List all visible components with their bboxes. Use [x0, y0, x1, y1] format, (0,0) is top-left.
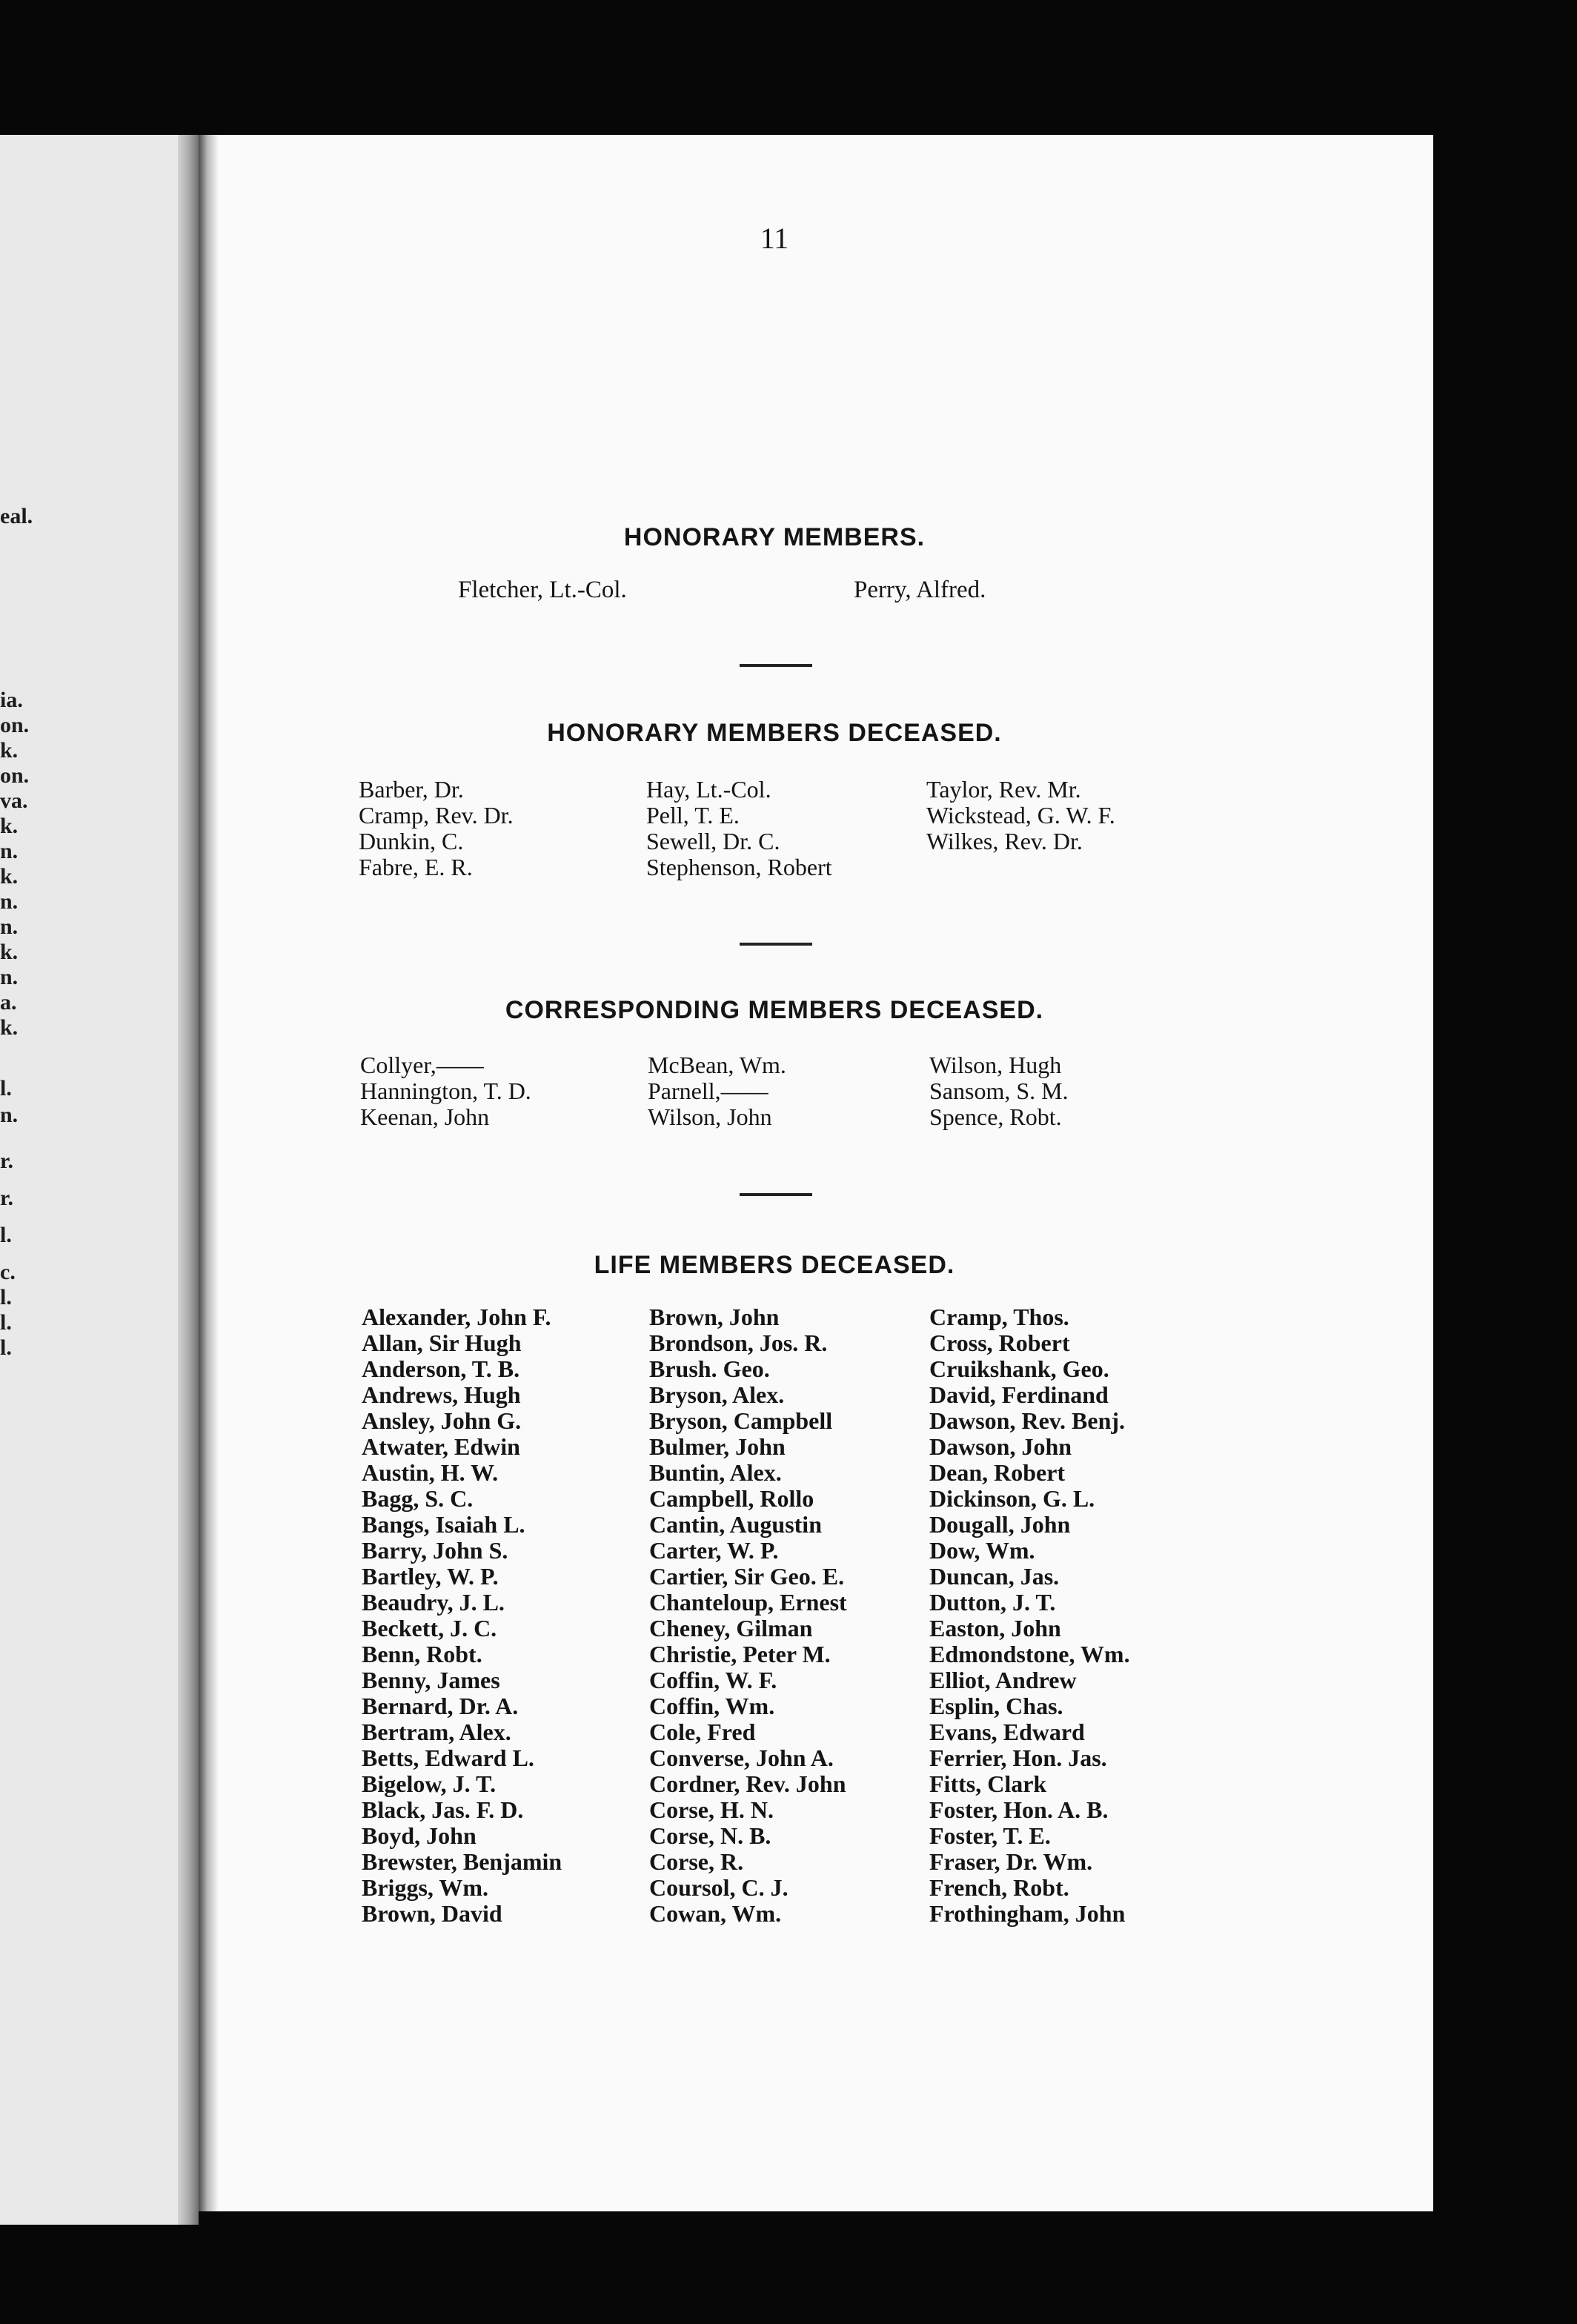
margin-fragment: k.: [0, 738, 19, 763]
member-name: Austin, H. W.: [362, 1459, 499, 1486]
member-name: Betts, Edward L.: [362, 1744, 534, 1771]
member-name: Cheney, Gilman: [649, 1615, 813, 1641]
page-number: 11: [760, 222, 789, 255]
member-name: Brondson, Jos. R.: [649, 1329, 828, 1356]
previous-page-edge: [0, 135, 199, 2225]
member-name: Fitts, Clark: [929, 1770, 1047, 1797]
member-name: Andrews, Hugh: [362, 1381, 521, 1408]
member-name: Keenan, John: [360, 1103, 490, 1130]
member-name: Boyd, John: [362, 1822, 477, 1849]
member-name: Cruikshank, Geo.: [929, 1355, 1109, 1382]
member-name: Hay, Lt.-Col.: [646, 776, 771, 803]
honorary-deceased-column-3: [926, 777, 1115, 854]
margin-fragment: n.: [0, 889, 19, 914]
member-name: Ferrier, Hon. Jas.: [929, 1744, 1107, 1771]
member-name: Cantin, Augustin: [649, 1511, 822, 1538]
member-name: Cole, Fred: [649, 1719, 756, 1745]
member-name: Evans, Edward: [929, 1719, 1085, 1745]
member-name: Ansley, John G.: [362, 1407, 522, 1434]
margin-fragment: c.: [0, 1260, 16, 1284]
member-name: Corse, H. N.: [649, 1796, 774, 1823]
margin-fragment: k.: [0, 814, 19, 838]
life-deceased-column-2: [649, 1304, 847, 1927]
member-name: Carter, W. P.: [649, 1537, 779, 1564]
member-name: David, Ferdinand: [929, 1381, 1109, 1408]
margin-fragment: r.: [0, 1149, 14, 1173]
member-name: Beckett, J. C.: [362, 1615, 497, 1641]
member-name: Taylor, Rev. Mr.: [926, 776, 1081, 803]
margin-fragment: on.: [0, 763, 30, 788]
member-name: Sewell, Dr. C.: [646, 828, 780, 854]
member-name: Wilson, John: [648, 1103, 772, 1130]
member-name: McBean, Wm.: [648, 1052, 786, 1078]
member-name: Dawson, John: [929, 1433, 1072, 1460]
member-name: Bartley, W. P.: [362, 1563, 499, 1590]
margin-fragment: k.: [0, 940, 19, 964]
member-name: Barber, Dr.: [359, 776, 464, 803]
member-name: Wilkes, Rev. Dr.: [926, 828, 1083, 854]
member-name: Brown, John: [649, 1304, 780, 1330]
member-name: Bangs, Isaiah L.: [362, 1511, 525, 1538]
member-name: Parnell,——: [648, 1078, 768, 1104]
member-name: Corse, N. B.: [649, 1822, 771, 1849]
member-name: Allan, Sir Hugh: [362, 1329, 522, 1356]
corresponding-deceased-heading: CORRESPONDING MEMBERS DECEASED.: [505, 996, 1044, 1024]
member-name: Brewster, Benjamin: [362, 1848, 562, 1875]
member-name: Cowan, Wm.: [649, 1900, 782, 1927]
member-name: Briggs, Wm.: [362, 1874, 488, 1901]
member-name: Foster, Hon. A. B.: [929, 1796, 1109, 1823]
honorary-deceased-heading: HONORARY MEMBERS DECEASED.: [547, 719, 1002, 747]
section-divider: [740, 664, 812, 667]
member-name: Coursol, C. J.: [649, 1874, 788, 1901]
member-name: Bigelow, J. T.: [362, 1770, 497, 1797]
member-name: Bertram, Alex.: [362, 1719, 511, 1745]
member-name: Brown, David: [362, 1900, 502, 1927]
member-name: Bryson, Alex.: [649, 1381, 785, 1408]
margin-fragment: l.: [0, 1310, 12, 1335]
member-name: Coffin, W. F.: [649, 1667, 777, 1693]
margin-fragment: n.: [0, 839, 19, 863]
margin-fragment: l.: [0, 1285, 12, 1309]
margin-fragment: n.: [0, 965, 19, 989]
life-deceased-heading: LIFE MEMBERS DECEASED.: [594, 1251, 955, 1279]
member-name: Chanteloup, Ernest: [649, 1589, 847, 1616]
member-name: Fabre, E. R.: [359, 854, 473, 880]
margin-fragment: l.: [0, 1076, 12, 1100]
member-name: Barry, John S.: [362, 1537, 508, 1564]
corresponding-deceased-column-3: [929, 1052, 1069, 1130]
margin-fragment: n.: [0, 1103, 19, 1127]
honorary-deceased-column-1: [359, 777, 514, 880]
member-name: Black, Jas. F. D.: [362, 1796, 524, 1823]
margin-fragment: k.: [0, 1015, 19, 1040]
section-divider: [740, 943, 812, 946]
member-name: Pell, T. E.: [646, 802, 740, 829]
member-name: Duncan, Jas.: [929, 1563, 1060, 1590]
page-gutter-shadow: [178, 135, 199, 2225]
member-name: Wilson, Hugh: [929, 1052, 1062, 1078]
margin-fragment: r.: [0, 1186, 14, 1210]
member-name: Dougall, John: [929, 1511, 1071, 1538]
margin-fragment: on.: [0, 713, 30, 737]
page-spine-shadow: [199, 135, 218, 2211]
member-name: Benn, Robt.: [362, 1641, 482, 1667]
honorary-deceased-column-2: [646, 777, 832, 880]
margin-fragment: ia.: [0, 688, 23, 712]
member-name: Bulmer, John: [649, 1433, 786, 1460]
margin-fragment: l.: [0, 1335, 12, 1360]
member-name: Beaudry, J. L.: [362, 1589, 505, 1616]
member-name: Converse, John A.: [649, 1744, 834, 1771]
margin-fragment: a.: [0, 990, 17, 1015]
member-name: Atwater, Edwin: [362, 1433, 520, 1460]
member-name: Corse, R.: [649, 1848, 744, 1875]
member-name: Dickinson, G. L.: [929, 1485, 1095, 1512]
member-name: Christie, Peter M.: [649, 1641, 831, 1667]
member-name: Cramp, Rev. Dr.: [359, 802, 514, 829]
margin-fragment: va.: [0, 788, 28, 813]
member-name: Wickstead, G. W. F.: [926, 802, 1115, 829]
member-name: Foster, T. E.: [929, 1822, 1051, 1849]
honorary-members-heading: HONORARY MEMBERS.: [623, 523, 926, 551]
member-name: Cramp, Thos.: [929, 1304, 1069, 1330]
margin-fragment: l.: [0, 1223, 12, 1247]
corresponding-deceased-column-2: [648, 1052, 786, 1130]
member-name: Benny, James: [362, 1667, 500, 1693]
life-deceased-column-3: [929, 1304, 1130, 1927]
member-name: Campbell, Rollo: [649, 1485, 814, 1512]
honorary-member-name: Perry, Alfred.: [854, 577, 986, 603]
member-name: Brush. Geo.: [649, 1355, 770, 1382]
member-name: Edmondstone, Wm.: [929, 1641, 1130, 1667]
member-name: Bryson, Campbell: [649, 1407, 833, 1434]
member-name: Anderson, T. B.: [362, 1355, 520, 1382]
member-name: Alexander, John F.: [362, 1304, 551, 1330]
member-name: French, Robt.: [929, 1874, 1069, 1901]
member-name: Spence, Robt.: [929, 1103, 1062, 1130]
member-name: Bagg, S. C.: [362, 1485, 474, 1512]
corresponding-deceased-column-1: [360, 1052, 531, 1130]
member-name: Dow, Wm.: [929, 1537, 1035, 1564]
member-name: Easton, John: [929, 1615, 1061, 1641]
margin-fragment: k.: [0, 864, 19, 889]
member-name: Stephenson, Robert: [646, 854, 832, 880]
margin-fragment: n.: [0, 914, 19, 939]
member-name: Collyer,——: [360, 1052, 484, 1078]
member-name: Frothingham, John: [929, 1900, 1126, 1927]
member-name: Sansom, S. M.: [929, 1078, 1069, 1104]
member-name: Elliot, Andrew: [929, 1667, 1077, 1693]
life-deceased-column-1: [362, 1304, 562, 1927]
member-name: Dunkin, C.: [359, 828, 464, 854]
section-divider: [740, 1193, 812, 1196]
margin-fragment: eal.: [0, 504, 33, 528]
member-name: Fraser, Dr. Wm.: [929, 1848, 1093, 1875]
member-name: Hannington, T. D.: [360, 1078, 531, 1104]
member-name: Dutton, J. T.: [929, 1589, 1056, 1616]
member-name: Bernard, Dr. A.: [362, 1693, 519, 1719]
member-name: Dean, Robert: [929, 1459, 1066, 1486]
member-name: Dawson, Rev. Benj.: [929, 1407, 1126, 1434]
member-name: Esplin, Chas.: [929, 1693, 1063, 1719]
member-name: Cartier, Sir Geo. E.: [649, 1563, 845, 1590]
member-name: Buntin, Alex.: [649, 1459, 782, 1486]
member-name: Coffin, Wm.: [649, 1693, 775, 1719]
honorary-member-name: Fletcher, Lt.-Col.: [458, 577, 627, 603]
member-name: Cross, Robert: [929, 1329, 1070, 1356]
member-name: Cordner, Rev. John: [649, 1770, 846, 1797]
